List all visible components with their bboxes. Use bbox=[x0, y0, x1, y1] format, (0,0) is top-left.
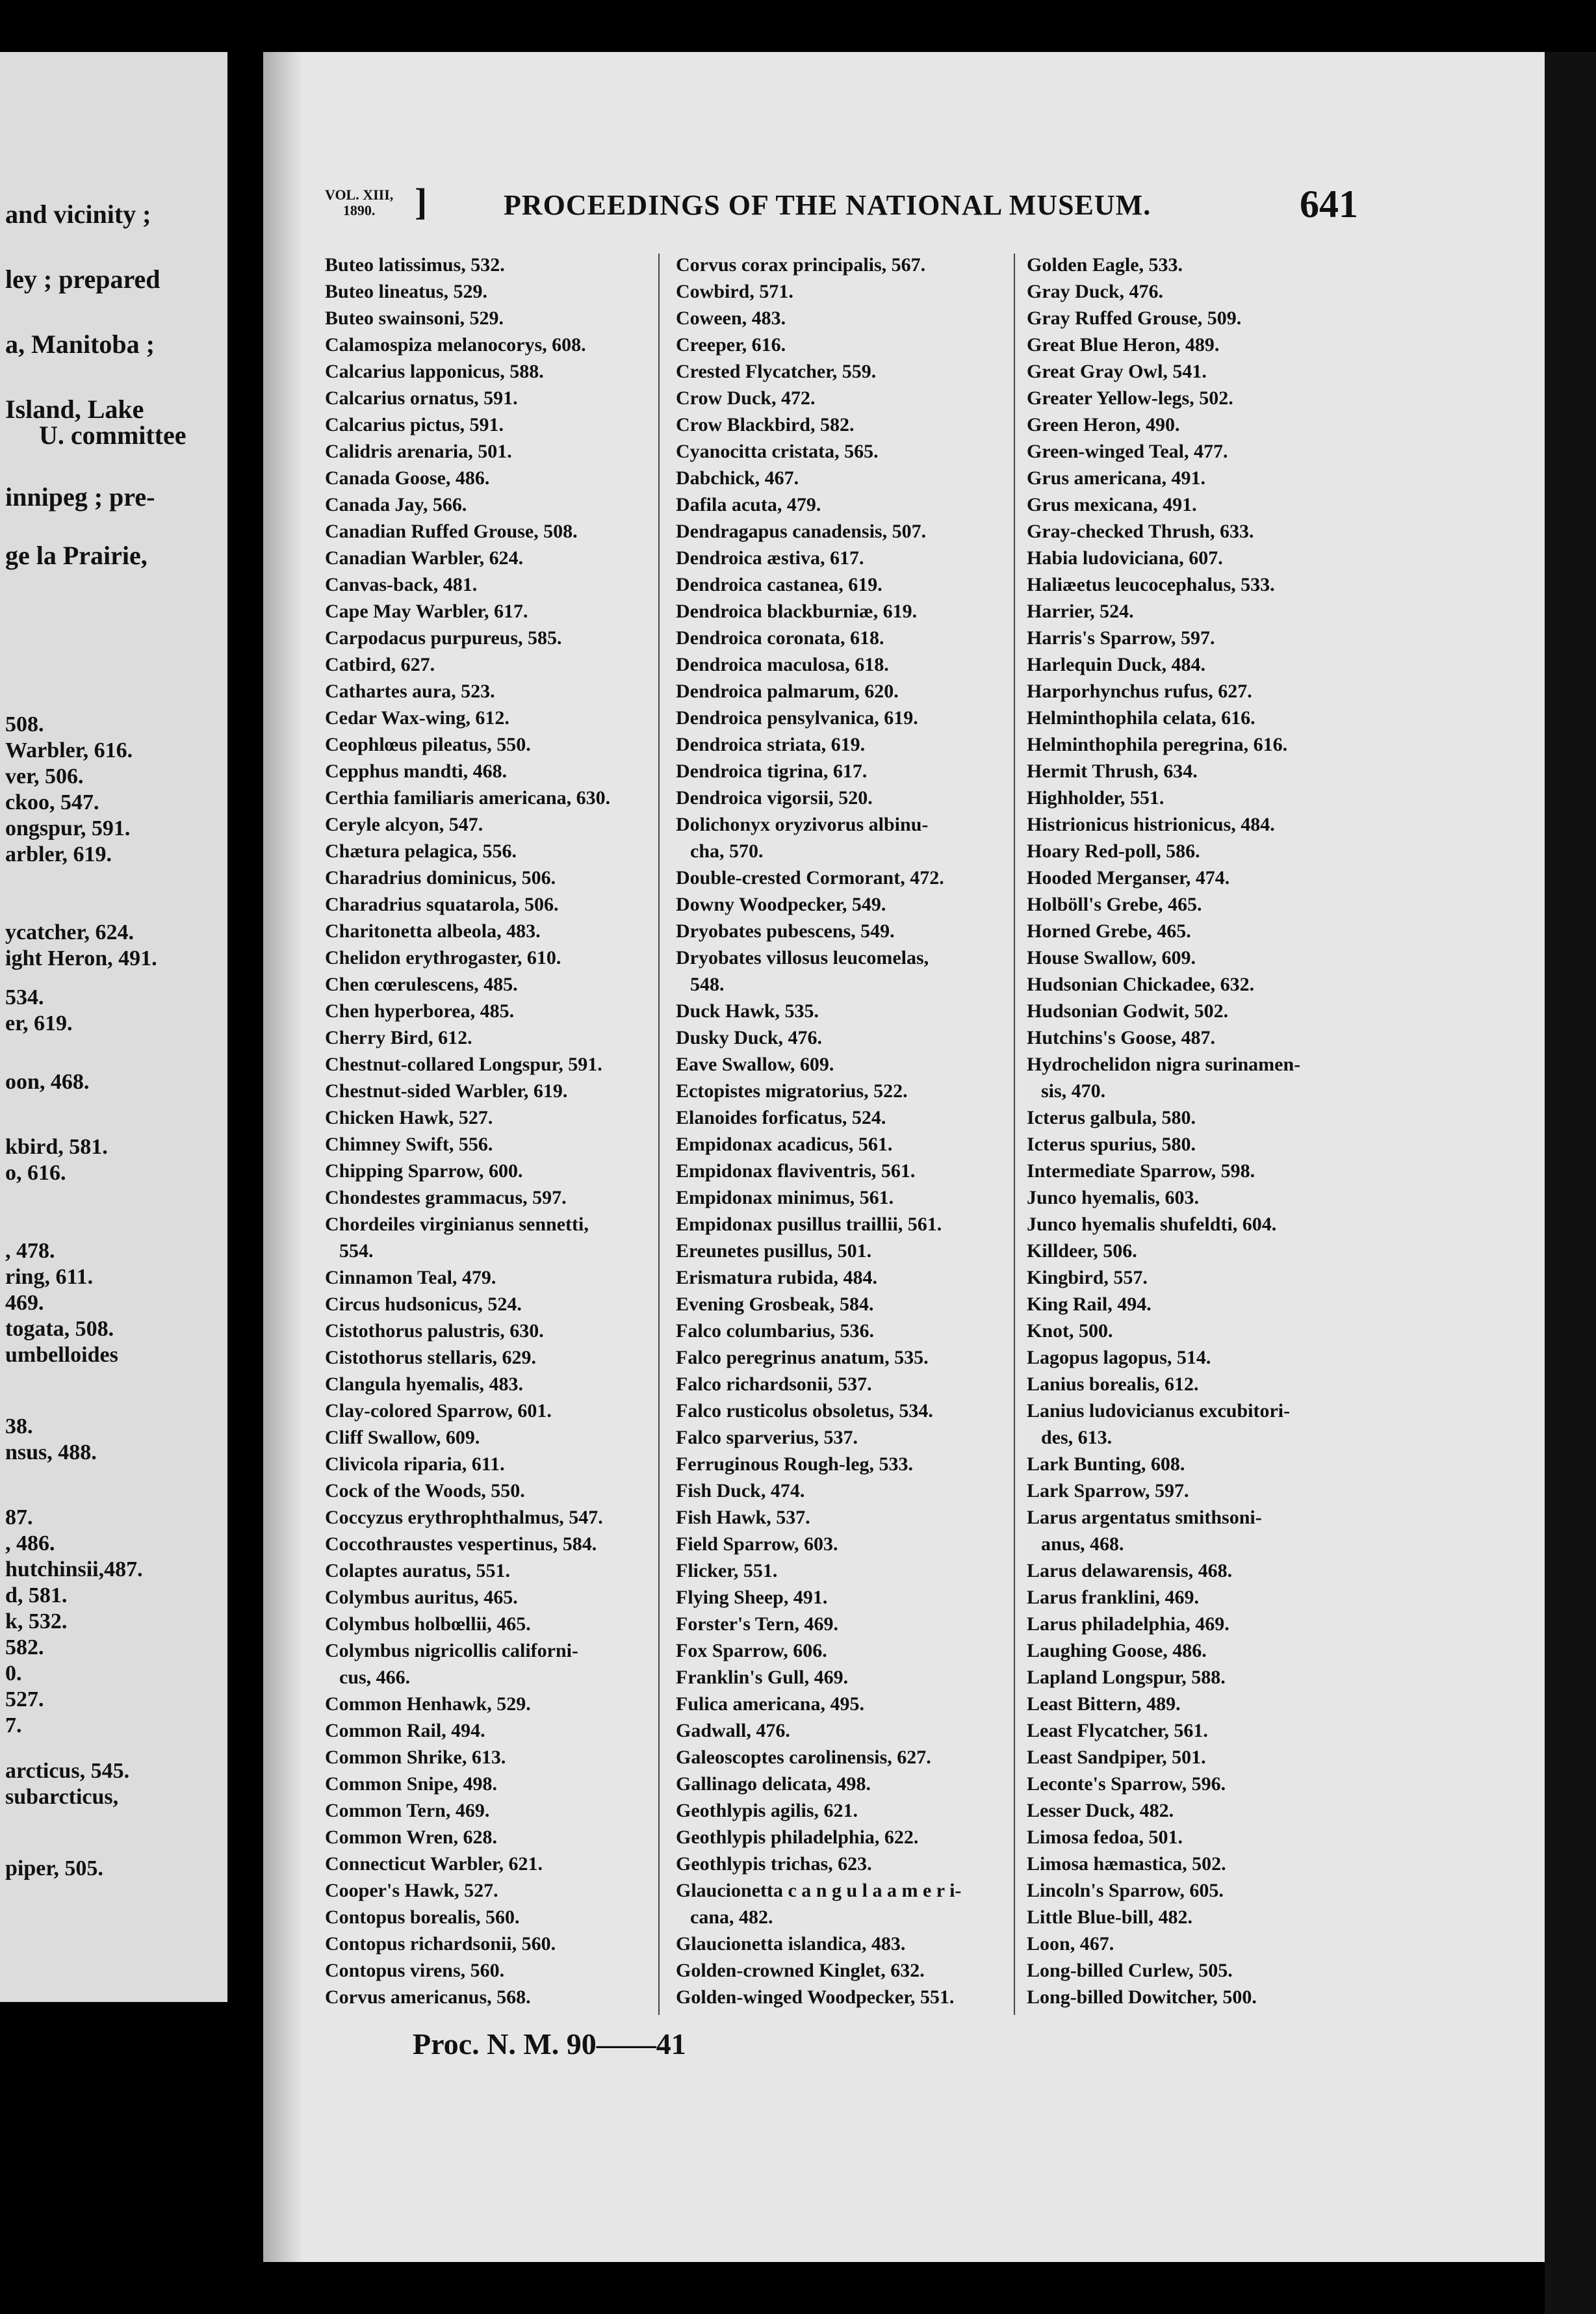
index-entry: Double-crested Cormorant, 472. bbox=[676, 867, 944, 889]
facing-page-text: arcticus, 545. bbox=[5, 1759, 130, 1783]
index-entry: Fish Duck, 474. bbox=[676, 1480, 805, 1502]
index-entry: Greater Yellow-legs, 502. bbox=[1027, 387, 1233, 409]
index-entry: Common Tern, 469. bbox=[325, 1800, 490, 1821]
index-entry: Limosa hæmastica, 502. bbox=[1027, 1853, 1226, 1875]
index-entry: Harlequin Duck, 484. bbox=[1027, 654, 1206, 675]
index-entry: Great Blue Heron, 489. bbox=[1027, 334, 1220, 356]
index-entry: Falco rusticolus obsoletus, 534. bbox=[676, 1400, 933, 1422]
index-entry: Gray Duck, 476. bbox=[1027, 281, 1163, 302]
index-entry: Dendroica pensylvanica, 619. bbox=[676, 707, 918, 729]
index-entry: Hoary Red-poll, 586. bbox=[1027, 840, 1200, 862]
facing-page-text: kbird, 581. bbox=[5, 1135, 108, 1159]
gutter-shadow bbox=[263, 52, 302, 2262]
facing-page-text: d, 581. bbox=[5, 1583, 68, 1607]
index-entry: Great Gray Owl, 541. bbox=[1027, 361, 1207, 382]
facing-page-text: togata, 508. bbox=[5, 1317, 114, 1341]
index-entry: Buteo latissimus, 532. bbox=[325, 254, 505, 276]
facing-page-fragment bbox=[0, 52, 227, 2002]
index-entry: Golden-winged Woodpecker, 551. bbox=[676, 1986, 955, 2008]
page-number: 641 bbox=[1300, 183, 1358, 226]
facing-page-text: ight Heron, 491. bbox=[5, 946, 157, 970]
index-entry: Contopus richardsonii, 560. bbox=[325, 1933, 556, 1955]
index-entry: Canadian Ruffed Grouse, 508. bbox=[325, 521, 578, 542]
index-entry: Cathartes aura, 523. bbox=[325, 681, 495, 702]
running-header bbox=[325, 182, 1358, 228]
index-entry: Harporhynchus rufus, 627. bbox=[1027, 681, 1252, 702]
index-entry: Cherry Bird, 612. bbox=[325, 1027, 472, 1048]
index-entry: Lanius borealis, 612. bbox=[1027, 1373, 1199, 1395]
index-entry: Golden-crowned Kinglet, 632. bbox=[676, 1960, 925, 1981]
facing-page-text: , 486. bbox=[5, 1531, 55, 1555]
index-entry: Colaptes auratus, 551. bbox=[325, 1560, 511, 1581]
index-entry: Clivicola riparia, 611. bbox=[325, 1453, 505, 1475]
index-entry: Evening Grosbeak, 584. bbox=[676, 1294, 874, 1315]
index-entry: Colymbus holbœllii, 465. bbox=[325, 1613, 531, 1635]
index-entry: Junco hyemalis, 603. bbox=[1027, 1187, 1200, 1208]
index-entry: Charitonetta albeola, 483. bbox=[325, 920, 541, 942]
index-entry: Cliff Swallow, 609. bbox=[325, 1427, 480, 1448]
volume-year: 1890. bbox=[342, 202, 376, 218]
index-entry: Ceophlœus pileatus, 550. bbox=[325, 734, 531, 755]
index-entry: Dendroica vigorsii, 520. bbox=[676, 787, 873, 809]
index-entry: Dendroica maculosa, 618. bbox=[676, 654, 889, 675]
index-entry: Fox Sparrow, 606. bbox=[676, 1640, 827, 1661]
index-entry: Falco richardsonii, 537. bbox=[676, 1373, 872, 1395]
index-entry: Common Wren, 628. bbox=[325, 1826, 498, 1848]
index-entry: Cooper's Hawk, 527. bbox=[325, 1880, 498, 1901]
index-entry: Hudsonian Chickadee, 632. bbox=[1027, 974, 1255, 995]
index-entry: Charadrius squatarola, 506. bbox=[325, 894, 559, 915]
facing-page-text: umbelloides bbox=[5, 1343, 118, 1367]
index-entry: Lark Sparrow, 597. bbox=[1027, 1480, 1189, 1502]
index-entry: Habia ludoviciana, 607. bbox=[1027, 547, 1223, 569]
index-entry: Holböll's Grebe, 465. bbox=[1027, 894, 1202, 915]
facing-page-text: ring, 611. bbox=[5, 1265, 94, 1289]
index-entry: Lagopus lagopus, 514. bbox=[1027, 1347, 1211, 1368]
index-entry: Calidris arenaria, 501. bbox=[325, 441, 512, 462]
index-entry: Clangula hyemalis, 483. bbox=[325, 1373, 524, 1395]
index-entry: Ectopistes migratorius, 522. bbox=[676, 1080, 908, 1102]
index-entry: Contopus virens, 560. bbox=[325, 1960, 505, 1981]
index-entry: Common Snipe, 498. bbox=[325, 1773, 498, 1795]
index-entry: Green Heron, 490. bbox=[1027, 414, 1180, 436]
index-entry: Highholder, 551. bbox=[1027, 787, 1165, 809]
index-entry: Flying Sheep, 491. bbox=[676, 1587, 828, 1608]
index-entry: Chondestes grammacus, 597. bbox=[325, 1187, 567, 1208]
facing-page-text: 582. bbox=[5, 1635, 44, 1659]
index-entry: Crow Blackbird, 582. bbox=[676, 414, 855, 436]
index-entry: Cyanocitta cristata, 565. bbox=[676, 441, 879, 462]
index-entry: Least Sandpiper, 501. bbox=[1027, 1747, 1206, 1768]
index-entry: Ferruginous Rough-leg, 533. bbox=[676, 1453, 914, 1475]
index-entry: Dendroica striata, 619. bbox=[676, 734, 866, 755]
index-entry: Common Rail, 494. bbox=[325, 1720, 485, 1741]
index-entry: Coccothraustes vespertinus, 584. bbox=[325, 1533, 597, 1555]
index-entry: Hermit Thrush, 634. bbox=[1027, 760, 1198, 782]
index-entry: Green-winged Teal, 477. bbox=[1027, 441, 1228, 462]
index-entry: Circus hudsonicus, 524. bbox=[325, 1294, 522, 1315]
index-entry: Laughing Goose, 486. bbox=[1027, 1640, 1207, 1661]
index-entry: Dusky Duck, 476. bbox=[676, 1027, 823, 1048]
index-entry: Dolichonyx oryzivorus albinu- bbox=[676, 814, 929, 835]
index-entry: House Swallow, 609. bbox=[1027, 947, 1196, 968]
index-entry: anus, 468. bbox=[1041, 1533, 1124, 1555]
index-entry: Dryobates villosus leucomelas, bbox=[676, 947, 929, 968]
index-entry: Cepphus mandti, 468. bbox=[325, 760, 508, 782]
index-entry: Hydrochelidon nigra surinamen- bbox=[1027, 1054, 1301, 1075]
index-entry: Dendroica coronata, 618. bbox=[676, 627, 884, 649]
index-entry: Least Bittern, 489. bbox=[1027, 1693, 1181, 1715]
index-entry: Knot, 500. bbox=[1027, 1320, 1113, 1342]
index-entry: Kingbird, 557. bbox=[1027, 1267, 1148, 1288]
index-entry: Canadian Warbler, 624. bbox=[325, 547, 524, 569]
index-entry: Geothlypis philadelphia, 622. bbox=[676, 1826, 919, 1848]
index-entry: Larus philadelphia, 469. bbox=[1027, 1613, 1229, 1635]
index-entry: Glaucionetta c a n g u l a a m e r i- bbox=[676, 1880, 962, 1901]
index-entry: Chelidon erythrogaster, 610. bbox=[325, 947, 561, 968]
index-column-3 bbox=[1027, 252, 1365, 2013]
index-entry: Cistothorus palustris, 630. bbox=[325, 1320, 544, 1342]
index-entry: Hudsonian Godwit, 502. bbox=[1027, 1000, 1229, 1022]
index-entry: Icterus galbula, 580. bbox=[1027, 1107, 1196, 1128]
index-entry: Empidonax acadicus, 561. bbox=[676, 1134, 893, 1155]
facing-page-text: a, Manitoba ; bbox=[5, 330, 155, 359]
facing-page-text: piper, 505. bbox=[5, 1856, 103, 1880]
index-entry: Dendroica blackburniæ, 619. bbox=[676, 601, 918, 622]
index-entry: Dryobates pubescens, 549. bbox=[676, 920, 895, 942]
facing-page-text: subarcticus, bbox=[5, 1785, 119, 1809]
facing-page-text: ycatcher, 624. bbox=[5, 920, 134, 944]
index-entry: Lesser Duck, 482. bbox=[1027, 1800, 1174, 1821]
index-entry: Chestnut-collared Longspur, 591. bbox=[325, 1054, 602, 1075]
index-entry: Geothlypis trichas, 623. bbox=[676, 1853, 872, 1875]
index-entry: sis, 470. bbox=[1041, 1080, 1106, 1102]
index-entry: Fish Hawk, 537. bbox=[676, 1507, 810, 1528]
index-entry: Larus argentatus smithsoni- bbox=[1027, 1507, 1262, 1528]
index-entry: Killdeer, 506. bbox=[1027, 1240, 1137, 1262]
facing-page-text: 534. bbox=[5, 985, 44, 1009]
index-entry: Long-billed Dowitcher, 500. bbox=[1027, 1986, 1257, 2008]
index-entry: cus, 466. bbox=[339, 1667, 411, 1688]
index-entry: Calamospiza melanocorys, 608. bbox=[325, 334, 586, 356]
index-entry: Long-billed Curlew, 505. bbox=[1027, 1960, 1233, 1981]
index-entry: Connecticut Warbler, 621. bbox=[325, 1853, 543, 1875]
index-entry: Cock of the Woods, 550. bbox=[325, 1480, 525, 1502]
facing-page-text: er, 619. bbox=[5, 1011, 73, 1035]
index-entry: Coween, 483. bbox=[676, 307, 786, 329]
index-entry: Calcarius pictus, 591. bbox=[325, 414, 504, 436]
index-entry: Canvas-back, 481. bbox=[325, 574, 478, 595]
index-entry: Chimney Swift, 556. bbox=[325, 1134, 493, 1155]
index-entry: Common Shrike, 613. bbox=[325, 1747, 506, 1768]
index-entry: Crested Flycatcher, 559. bbox=[676, 361, 877, 382]
facing-page-text: 0. bbox=[5, 1661, 22, 1685]
facing-page-text: oon, 468. bbox=[5, 1070, 90, 1094]
journal-title: PROCEEDINGS OF THE NATIONAL MUSEUM. bbox=[504, 189, 1152, 221]
index-entry: Intermediate Sparrow, 598. bbox=[1027, 1160, 1255, 1182]
index-entry: Dendragapus canadensis, 507. bbox=[676, 521, 927, 542]
index-entry: Little Blue-bill, 482. bbox=[1027, 1906, 1192, 1928]
volume-bracket: ] bbox=[415, 181, 428, 223]
facing-page-text: k, 532. bbox=[5, 1609, 68, 1633]
index-entry: Coccyzus erythrophthalmus, 547. bbox=[325, 1507, 603, 1528]
index-entry: Downy Woodpecker, 549. bbox=[676, 894, 886, 915]
index-entry: Dendroica tigrina, 617. bbox=[676, 760, 868, 782]
facing-page-text: 87. bbox=[5, 1505, 33, 1529]
scan-edge bbox=[1545, 52, 1596, 2314]
index-entry: Cape May Warbler, 617. bbox=[325, 601, 528, 622]
index-column-2 bbox=[676, 252, 1014, 2013]
facing-page-text: ge la Prairie, bbox=[5, 541, 148, 570]
index-entry: Leconte's Sparrow, 596. bbox=[1027, 1773, 1226, 1795]
index-entry: King Rail, 494. bbox=[1027, 1294, 1152, 1315]
index-entry: Chestnut-sided Warbler, 619. bbox=[325, 1080, 568, 1102]
index-entry: Gray Ruffed Grouse, 509. bbox=[1027, 307, 1242, 329]
index-entry: Least Flycatcher, 561. bbox=[1027, 1720, 1208, 1741]
index-entry: Corvus americanus, 568. bbox=[325, 1986, 531, 2008]
facing-page-text: , 478. bbox=[5, 1239, 55, 1263]
index-entry: Dendroica castanea, 619. bbox=[676, 574, 882, 595]
index-entry: Canada Goose, 486. bbox=[325, 467, 490, 489]
index-entry: Forster's Tern, 469. bbox=[676, 1613, 838, 1635]
index-entry: Lincoln's Sparrow, 605. bbox=[1027, 1880, 1224, 1901]
index-entry: Horned Grebe, 465. bbox=[1027, 920, 1191, 942]
index-entry: Dabchick, 467. bbox=[676, 467, 799, 489]
index-entry: Harrier, 524. bbox=[1027, 601, 1134, 622]
index-entry: Duck Hawk, 535. bbox=[676, 1000, 819, 1022]
index-entry: Histrionicus histrionicus, 484. bbox=[1027, 814, 1275, 835]
facing-page-text: 469. bbox=[5, 1291, 44, 1315]
index-entry: Calcarius lapponicus, 588. bbox=[325, 361, 544, 382]
index-entry: Chipping Sparrow, 600. bbox=[325, 1160, 523, 1182]
facing-page-text: Warbler, 616. bbox=[5, 738, 133, 762]
index-entry: Certhia familiaris americana, 630. bbox=[325, 787, 611, 809]
index-entry: Buteo lineatus, 529. bbox=[325, 281, 488, 302]
facing-page-text: U. committee bbox=[39, 421, 187, 450]
index-entry: Contopus borealis, 560. bbox=[325, 1906, 520, 1928]
index-entry: Flicker, 551. bbox=[676, 1560, 778, 1581]
index-entry: Gallinago delicata, 498. bbox=[676, 1773, 871, 1795]
index-entry: Larus franklini, 469. bbox=[1027, 1587, 1200, 1608]
index-entry: Lanius ludovicianus excubitori- bbox=[1027, 1400, 1291, 1422]
index-entry: 554. bbox=[339, 1240, 374, 1262]
index-entry: Icterus spurius, 580. bbox=[1027, 1134, 1196, 1155]
index-entry: Helminthophila celata, 616. bbox=[1027, 707, 1255, 729]
index-entry: Grus mexicana, 491. bbox=[1027, 494, 1197, 515]
index-entry: Elanoides forficatus, 524. bbox=[676, 1107, 886, 1128]
index-entry: Hutchins's Goose, 487. bbox=[1027, 1027, 1216, 1048]
volume-label bbox=[325, 187, 393, 218]
index-entry: Lapland Longspur, 588. bbox=[1027, 1667, 1226, 1688]
facing-page-text: innipeg ; pre- bbox=[5, 482, 155, 512]
index-entry: Franklin's Gull, 469. bbox=[676, 1667, 849, 1688]
index-entry: 548. bbox=[690, 974, 725, 995]
index-entry: Erismatura rubida, 484. bbox=[676, 1267, 878, 1288]
index-entry: Lark Bunting, 608. bbox=[1027, 1453, 1185, 1475]
facing-page-text: and vicinity ; bbox=[5, 200, 151, 229]
index-entry: Crow Duck, 472. bbox=[676, 387, 816, 409]
index-entry: Colymbus nigricollis californi- bbox=[325, 1640, 578, 1661]
index-entry: des, 613. bbox=[1041, 1427, 1113, 1448]
index-entry: Charadrius dominicus, 506. bbox=[325, 867, 556, 889]
facing-page-text: Island, Lake bbox=[5, 395, 144, 424]
index-entry: Loon, 467. bbox=[1027, 1933, 1114, 1955]
index-entry: Haliæetus leucocephalus, 533. bbox=[1027, 574, 1275, 595]
facing-page-text: arbler, 619. bbox=[5, 842, 112, 866]
index-entry: Cinnamon Teal, 479. bbox=[325, 1267, 496, 1288]
index-entry: Clay-colored Sparrow, 601. bbox=[325, 1400, 552, 1422]
index-entry: Chicken Hawk, 527. bbox=[325, 1107, 493, 1128]
index-entry: Junco hyemalis shufeldti, 604. bbox=[1027, 1214, 1277, 1235]
index-entry: Galeoscoptes carolinensis, 627. bbox=[676, 1747, 931, 1768]
index-entry: Field Sparrow, 603. bbox=[676, 1533, 838, 1555]
index-entry: Gadwall, 476. bbox=[676, 1720, 790, 1741]
index-entry: Falco peregrinus anatum, 535. bbox=[676, 1347, 929, 1368]
facing-page-text: nsus, 488. bbox=[5, 1440, 97, 1464]
facing-page-text: o, 616. bbox=[5, 1161, 66, 1185]
index-entry: Harris's Sparrow, 597. bbox=[1027, 627, 1215, 649]
index-entry: Chætura pelagica, 556. bbox=[325, 840, 517, 862]
index-entry: Helminthophila peregrina, 616. bbox=[1027, 734, 1288, 755]
index-entry: Gray-checked Thrush, 633. bbox=[1027, 521, 1254, 542]
index-entry: Fulica americana, 495. bbox=[676, 1693, 864, 1715]
index-entry: Carpodacus purpureus, 585. bbox=[325, 627, 562, 649]
facing-page-text: ckoo, 547. bbox=[5, 790, 99, 814]
index-entry: Limosa fedoa, 501. bbox=[1027, 1826, 1183, 1848]
index-entry: Canada Jay, 566. bbox=[325, 494, 467, 515]
index-entry: Empidonax pusillus traillii, 561. bbox=[676, 1214, 942, 1235]
column-rule bbox=[1014, 254, 1015, 2015]
signature-footer: Proc. N. M. 90——41 bbox=[413, 2027, 686, 2060]
index-entry: Empidonax minimus, 561. bbox=[676, 1187, 894, 1208]
facing-page-text: 7. bbox=[5, 1713, 22, 1737]
index-entry: Cistothorus stellaris, 629. bbox=[325, 1347, 536, 1368]
index-entry: Dendroica palmarum, 620. bbox=[676, 681, 899, 702]
volume-number: VOL. XIII, bbox=[325, 187, 394, 203]
index-entry: Chordeiles virginianus sennetti, bbox=[325, 1214, 589, 1235]
index-entry: Corvus corax principalis, 567. bbox=[676, 254, 926, 276]
index-entry: Ceryle alcyon, 547. bbox=[325, 814, 483, 835]
index-entry: Falco columbarius, 536. bbox=[676, 1320, 874, 1342]
index-entry: Eave Swallow, 609. bbox=[676, 1054, 834, 1075]
index-entry: Hooded Merganser, 474. bbox=[1027, 867, 1230, 889]
index-entry: Falco sparverius, 537. bbox=[676, 1427, 858, 1448]
index-entry: Larus delawarensis, 468. bbox=[1027, 1560, 1233, 1581]
facing-page-text: hutchinsii,487. bbox=[5, 1557, 143, 1581]
index-entry: Grus americana, 491. bbox=[1027, 467, 1205, 489]
index-entry: Glaucionetta islandica, 483. bbox=[676, 1933, 906, 1955]
facing-page-text: 508. bbox=[5, 712, 44, 736]
facing-page-text: ley ; prepared bbox=[5, 265, 161, 294]
index-entry: cana, 482. bbox=[690, 1906, 773, 1928]
facing-page-text: 38. bbox=[5, 1414, 33, 1438]
index-entry: Common Henhawk, 529. bbox=[325, 1693, 531, 1715]
facing-page-text: 527. bbox=[5, 1687, 44, 1711]
index-entry: Catbird, 627. bbox=[325, 654, 435, 675]
index-entry: Cowbird, 571. bbox=[676, 281, 793, 302]
facing-page-text: ver, 506. bbox=[5, 764, 84, 788]
facing-page-text: ongspur, 591. bbox=[5, 816, 131, 840]
index-column-1 bbox=[325, 252, 660, 2013]
index-entry: Empidonax flaviventris, 561. bbox=[676, 1160, 916, 1182]
index-entry: Calcarius ornatus, 591. bbox=[325, 387, 518, 409]
index-entry: Colymbus auritus, 465. bbox=[325, 1587, 518, 1608]
index-entry: Dendroica æstiva, 617. bbox=[676, 547, 864, 569]
index-entry: Chen hyperborea, 485. bbox=[325, 1000, 515, 1022]
index-entry: Cedar Wax-wing, 612. bbox=[325, 707, 509, 729]
index-entry: Geothlypis agilis, 621. bbox=[676, 1800, 858, 1821]
index-entry: Dafila acuta, 479. bbox=[676, 494, 821, 515]
index-entry: Buteo swainsoni, 529. bbox=[325, 307, 504, 329]
index-entry: Ereunetes pusillus, 501. bbox=[676, 1240, 872, 1262]
index-entry: Chen cœrulescens, 485. bbox=[325, 974, 518, 995]
index-entry: Golden Eagle, 533. bbox=[1027, 254, 1183, 276]
index-entry: Creeper, 616. bbox=[676, 334, 786, 356]
index-entry: cha, 570. bbox=[690, 840, 764, 862]
